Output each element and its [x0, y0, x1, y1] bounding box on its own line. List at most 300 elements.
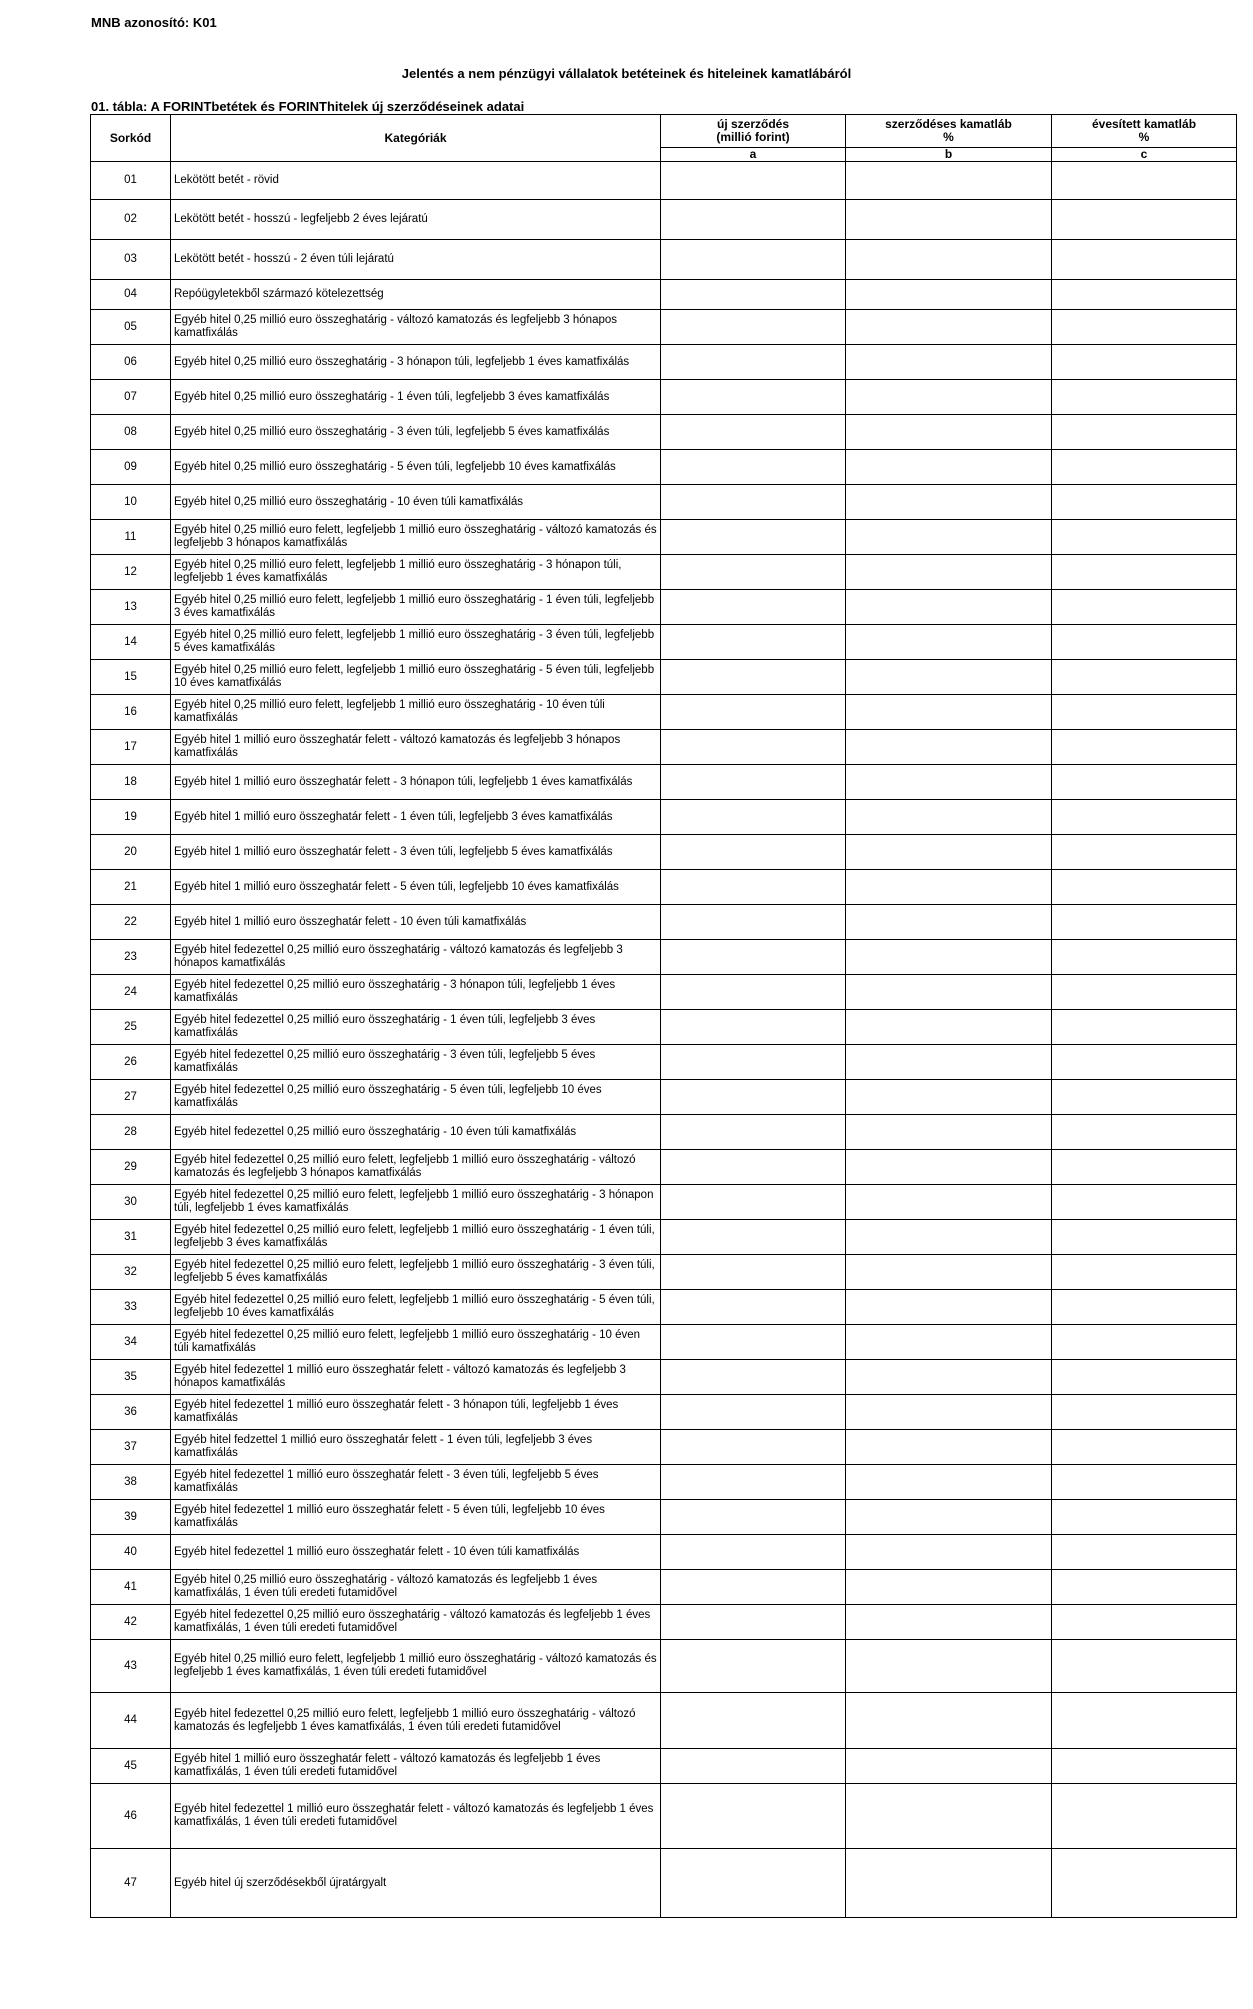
header-col-b-line2: %: [943, 130, 954, 144]
table-row: [91, 975, 1237, 1010]
value-cell-c[interactable]: [1052, 590, 1237, 625]
letter-a: a: [661, 148, 846, 162]
value-cell-b[interactable]: [846, 1185, 1052, 1220]
row-code: 16: [91, 695, 171, 730]
table-row: [91, 450, 1237, 485]
row-code: 29: [91, 1150, 171, 1185]
table-row: [91, 310, 1237, 345]
value-cell-a[interactable]: [661, 200, 846, 240]
value-cell-b[interactable]: [846, 1535, 1052, 1570]
value-cell-b[interactable]: [846, 1115, 1052, 1150]
row-code: 41: [91, 1570, 171, 1605]
value-cell-b[interactable]: [846, 520, 1052, 555]
row-code: 04: [91, 280, 171, 310]
value-cell-a[interactable]: [661, 1640, 846, 1693]
row-category: Egyéb hitel 1 millió euro összeghatár felett - 10 éven túli kamatfixálás: [171, 905, 661, 940]
table-row: [91, 1360, 1237, 1395]
table-row: [91, 870, 1237, 905]
value-cell-b[interactable]: [846, 1605, 1052, 1640]
value-cell-a[interactable]: [661, 485, 846, 520]
header-col-a: [661, 115, 846, 148]
row-code: 01: [91, 162, 171, 200]
table-row: [91, 1010, 1237, 1045]
header-col-b-line1: szerződéses kamatláb: [885, 117, 1012, 131]
value-cell-c[interactable]: [1052, 1255, 1237, 1290]
row-code: 12: [91, 555, 171, 590]
value-cell-a[interactable]: [661, 280, 846, 310]
value-cell-c[interactable]: [1052, 162, 1237, 200]
row-category: Egyéb hitel 0,25 millió euro felett, legfeljebb 1 millió euro összeghatárig - 10 éven túli kamatfixálás: [171, 695, 661, 730]
value-cell-a[interactable]: [661, 1080, 846, 1115]
value-cell-a[interactable]: [661, 1749, 846, 1784]
value-cell-c[interactable]: [1052, 1080, 1237, 1115]
row-category: Egyéb hitel 0,25 millió euro összeghatárig - 10 éven túli kamatfixálás: [171, 485, 661, 520]
value-cell-a[interactable]: [661, 1535, 846, 1570]
value-cell-b[interactable]: [846, 1255, 1052, 1290]
value-cell-b[interactable]: [846, 450, 1052, 485]
row-code: 18: [91, 765, 171, 800]
value-cell-c[interactable]: [1052, 1465, 1237, 1500]
value-cell-c[interactable]: [1052, 555, 1237, 590]
value-cell-b[interactable]: [846, 1749, 1052, 1784]
table-row: [91, 1045, 1237, 1080]
row-category: Egyéb hitel 0,25 millió euro felett, legfeljebb 1 millió euro összeghatárig - 3 éven túli, legfeljebb 5 éves kamatfixálás: [171, 625, 661, 660]
row-category: Egyéb hitel 1 millió euro összeghatár felett - 3 éven túli, legfeljebb 5 éves kamatfixálás: [171, 835, 661, 870]
value-cell-c[interactable]: [1052, 660, 1237, 695]
row-category: Egyéb hitel fedezettel 0,25 millió euro felett, legfeljebb 1 millió euro összeghatárig - változó kamatozás és legfeljebb 1 éves kamatfixálás, 1 éven túli eredeti futamidővel: [171, 1693, 661, 1749]
row-category: Egyéb hitel 0,25 millió euro felett, legfeljebb 1 millió euro összeghatárig - 1 éven túli, legfeljebb 3 éves kamatfixálás: [171, 590, 661, 625]
value-cell-c[interactable]: [1052, 1395, 1237, 1430]
row-category: Egyéb hitel 0,25 millió euro összeghatárig - 3 éven túli, legfeljebb 5 éves kamatfixálás: [171, 415, 661, 450]
row-code: 06: [91, 345, 171, 380]
row-category: Egyéb hitel fedezettel 0,25 millió euro összeghatárig - változó kamatozás és legfeljebb 3 hónapos kamatfixálás: [171, 940, 661, 975]
table-row: [91, 415, 1237, 450]
row-category: Egyéb hitel fedezettel 0,25 millió euro felett, legfeljebb 1 millió euro összeghatárig - változó kamatozás és legfeljebb 3 hónapos kamatfixálás: [171, 1150, 661, 1185]
value-cell-a[interactable]: [661, 1325, 846, 1360]
value-cell-a[interactable]: [661, 695, 846, 730]
value-cell-c[interactable]: [1052, 940, 1237, 975]
value-cell-a[interactable]: [661, 380, 846, 415]
value-cell-c[interactable]: [1052, 1749, 1237, 1784]
value-cell-b[interactable]: [846, 1570, 1052, 1605]
table-row: [91, 1185, 1237, 1220]
table-row: [91, 835, 1237, 870]
value-cell-c[interactable]: [1052, 1693, 1237, 1749]
row-category: Egyéb hitel 0,25 millió euro felett, legfeljebb 1 millió euro összeghatárig - 5 éven túli, legfeljebb 10 éves kamatfixálás: [171, 660, 661, 695]
value-cell-b[interactable]: [846, 1010, 1052, 1045]
table-row: [91, 1465, 1237, 1500]
row-category: Egyéb hitel fedezettel 0,25 millió euro felett, legfeljebb 1 millió euro összeghatárig - 3 éven túli, legfeljebb 5 éves kamatfixálás: [171, 1255, 661, 1290]
value-cell-a[interactable]: [661, 1500, 846, 1535]
value-cell-b[interactable]: [846, 162, 1052, 200]
value-cell-b[interactable]: [846, 975, 1052, 1010]
row-category: Egyéb hitel fedezettel 0,25 millió euro felett, legfeljebb 1 millió euro összeghatárig - 10 éven túli kamatfixálás: [171, 1325, 661, 1360]
value-cell-b[interactable]: [846, 1290, 1052, 1325]
data-table: [90, 114, 1237, 1918]
row-code: 02: [91, 200, 171, 240]
row-code: 23: [91, 940, 171, 975]
value-cell-b[interactable]: [846, 1325, 1052, 1360]
table-row: [91, 1255, 1237, 1290]
value-cell-c[interactable]: [1052, 310, 1237, 345]
row-category: Egyéb hitel fedezettel 1 millió euro összeghatár felett - 10 éven túli kamatfixálás: [171, 1535, 661, 1570]
table-caption: 01. tábla: A FORINTbetétek és FORINThitelek új szerződéseinek adatai: [91, 99, 525, 114]
value-cell-c[interactable]: [1052, 1849, 1237, 1918]
value-cell-c[interactable]: [1052, 695, 1237, 730]
value-cell-c[interactable]: [1052, 415, 1237, 450]
value-cell-a[interactable]: [661, 310, 846, 345]
table-row: [91, 765, 1237, 800]
table-row: [91, 695, 1237, 730]
row-code: 17: [91, 730, 171, 765]
row-code: 07: [91, 380, 171, 415]
row-code: 22: [91, 905, 171, 940]
row-category: Egyéb hitel fedezettel 0,25 millió euro felett, legfeljebb 1 millió euro összeghatárig - 1 éven túli, legfeljebb 3 éves kamatfixálás: [171, 1220, 661, 1255]
row-category: Repóügyletekből származó kötelezettség: [171, 280, 661, 310]
value-cell-b[interactable]: [846, 485, 1052, 520]
row-code: 32: [91, 1255, 171, 1290]
table-row: [91, 380, 1237, 415]
table-row: [91, 1220, 1237, 1255]
table-row: [91, 1080, 1237, 1115]
row-category: Egyéb hitel fedezettel 0,25 millió euro összeghatárig - 3 éven túli, legfeljebb 5 éves kamatfixálás: [171, 1045, 661, 1080]
value-cell-c[interactable]: [1052, 765, 1237, 800]
value-cell-b[interactable]: [846, 695, 1052, 730]
table-row: [91, 730, 1237, 765]
value-cell-b[interactable]: [846, 1500, 1052, 1535]
row-category: Egyéb hitel 0,25 millió euro összeghatárig - változó kamatozás és legfeljebb 1 éves kamatfixálás, 1 éven túli eredeti futamidővel: [171, 1570, 661, 1605]
value-cell-b[interactable]: [846, 1693, 1052, 1749]
row-code: 33: [91, 1290, 171, 1325]
value-cell-c[interactable]: [1052, 730, 1237, 765]
value-cell-a[interactable]: [661, 1220, 846, 1255]
table-row: [91, 520, 1237, 555]
row-category: Egyéb hitel 0,25 millió euro felett, legfeljebb 1 millió euro összeghatárig - változó kamatozás és legfeljebb 3 hónapos kamatfixálás: [171, 520, 661, 555]
table-row: [91, 1693, 1237, 1749]
row-code: 30: [91, 1185, 171, 1220]
row-category: Egyéb hitel fedezettel 1 millió euro összeghatár felett - 3 hónapon túli, legfeljebb 1 éves kamatfixálás: [171, 1395, 661, 1430]
row-code: 28: [91, 1115, 171, 1150]
value-cell-c[interactable]: [1052, 1010, 1237, 1045]
value-cell-c[interactable]: [1052, 1360, 1237, 1395]
row-code: 37: [91, 1430, 171, 1465]
value-cell-c[interactable]: [1052, 800, 1237, 835]
value-cell-a[interactable]: [661, 765, 846, 800]
table-row: [91, 1849, 1237, 1918]
row-category: Egyéb hitel 1 millió euro összeghatár felett - 5 éven túli, legfeljebb 10 éves kamatfixálás: [171, 870, 661, 905]
letter-c: c: [1052, 148, 1237, 162]
table-row: [91, 555, 1237, 590]
row-code: 10: [91, 485, 171, 520]
value-cell-a[interactable]: [661, 870, 846, 905]
value-cell-a[interactable]: [661, 800, 846, 835]
value-cell-a[interactable]: [661, 1010, 846, 1045]
value-cell-c[interactable]: [1052, 625, 1237, 660]
value-cell-a[interactable]: [661, 835, 846, 870]
table-row: [91, 162, 1237, 200]
value-cell-b[interactable]: [846, 415, 1052, 450]
row-code: 20: [91, 835, 171, 870]
value-cell-a[interactable]: [661, 1465, 846, 1500]
row-category: Egyéb hitel fedezettel 1 millió euro összeghatár felett - 5 éven túli, legfeljebb 10 éves kamatfixálás: [171, 1500, 661, 1535]
value-cell-b[interactable]: [846, 1784, 1052, 1849]
row-category: Egyéb hitel 1 millió euro összeghatár felett - 1 éven túli, legfeljebb 3 éves kamatfixálás: [171, 800, 661, 835]
table-row: [91, 905, 1237, 940]
row-code: 38: [91, 1465, 171, 1500]
value-cell-a[interactable]: [661, 1045, 846, 1080]
value-cell-a[interactable]: [661, 1255, 846, 1290]
row-category: Egyéb hitel fedezettel 0,25 millió euro felett, legfeljebb 1 millió euro összeghatárig - 3 hónapon túli, legfeljebb 1 éves kamatfixálás: [171, 1185, 661, 1220]
table-row: [91, 625, 1237, 660]
table-row: [91, 1500, 1237, 1535]
value-cell-a[interactable]: [661, 345, 846, 380]
value-cell-a[interactable]: [661, 520, 846, 555]
value-cell-c[interactable]: [1052, 905, 1237, 940]
value-cell-a[interactable]: [661, 1430, 846, 1465]
table-row: [91, 800, 1237, 835]
table-row: [91, 345, 1237, 380]
row-category: Egyéb hitel fedezettel 1 millió euro összeghatár felett - változó kamatozás és legfeljebb 1 éves kamatfixálás, 1 éven túli eredeti futamidővel: [171, 1784, 661, 1849]
row-category: Egyéb hitel 0,25 millió euro összeghatárig - 5 éven túli, legfeljebb 10 éves kamatfixálás: [171, 450, 661, 485]
row-category: Lekötött betét - hosszú - 2 éven túli lejáratú: [171, 240, 661, 280]
row-category: Egyéb hitel 0,25 millió euro összeghatárig - változó kamatozás és legfeljebb 3 hónapos kamatfixálás: [171, 310, 661, 345]
value-cell-c[interactable]: [1052, 1535, 1237, 1570]
row-code: 40: [91, 1535, 171, 1570]
header-col-c-line2: %: [1138, 130, 1150, 144]
row-code: 03: [91, 240, 171, 280]
value-cell-a[interactable]: [661, 1115, 846, 1150]
value-cell-c[interactable]: [1052, 1430, 1237, 1465]
value-cell-b[interactable]: [846, 345, 1052, 380]
value-cell-a[interactable]: [661, 1360, 846, 1395]
value-cell-a[interactable]: [661, 1605, 846, 1640]
row-code: 21: [91, 870, 171, 905]
row-code: 25: [91, 1010, 171, 1045]
value-cell-b[interactable]: [846, 1080, 1052, 1115]
value-cell-c[interactable]: [1052, 1500, 1237, 1535]
row-code: 35: [91, 1360, 171, 1395]
value-cell-a[interactable]: [661, 625, 846, 660]
table-row: [91, 1605, 1237, 1640]
value-cell-a[interactable]: [661, 240, 846, 280]
row-category: Egyéb hitel 1 millió euro összeghatár felett - változó kamatozás és legfeljebb 3 hónapos kamatfixálás: [171, 730, 661, 765]
value-cell-b[interactable]: [846, 1150, 1052, 1185]
row-category: Egyéb hitel fedzettel 1 millió euro összeghatár felett - 1 éven túli, legfeljebb 3 éves kamatfixálás: [171, 1430, 661, 1465]
table-row: [91, 940, 1237, 975]
value-cell-b[interactable]: [846, 200, 1052, 240]
row-code: 11: [91, 520, 171, 555]
table-row: [91, 590, 1237, 625]
header-code: Sorkód: [91, 115, 171, 162]
row-code: 15: [91, 660, 171, 695]
value-cell-c[interactable]: [1052, 240, 1237, 280]
value-cell-a[interactable]: [661, 1570, 846, 1605]
value-cell-c[interactable]: [1052, 1045, 1237, 1080]
value-cell-c[interactable]: [1052, 200, 1237, 240]
value-cell-b[interactable]: [846, 1395, 1052, 1430]
value-cell-b[interactable]: [846, 555, 1052, 590]
value-cell-a[interactable]: [661, 555, 846, 590]
value-cell-b[interactable]: [846, 590, 1052, 625]
value-cell-b[interactable]: [846, 800, 1052, 835]
value-cell-c[interactable]: [1052, 1570, 1237, 1605]
value-cell-b[interactable]: [846, 1430, 1052, 1465]
row-code: 09: [91, 450, 171, 485]
value-cell-b[interactable]: [846, 835, 1052, 870]
value-cell-a[interactable]: [661, 1693, 846, 1749]
row-category: Egyéb hitel új szerződésekből újratárgyalt: [171, 1849, 661, 1918]
value-cell-b[interactable]: [846, 310, 1052, 345]
row-category: Egyéb hitel 0,25 millió euro felett, legfeljebb 1 millió euro összeghatárig - 3 hónapon túli, legfeljebb 1 éves kamatfixálás: [171, 555, 661, 590]
row-code: 44: [91, 1693, 171, 1749]
row-code: 13: [91, 590, 171, 625]
value-cell-a[interactable]: [661, 162, 846, 200]
row-code: 08: [91, 415, 171, 450]
table-row: [91, 1325, 1237, 1360]
row-code: 24: [91, 975, 171, 1010]
value-cell-b[interactable]: [846, 1220, 1052, 1255]
value-cell-b[interactable]: [846, 905, 1052, 940]
table-row: [91, 1640, 1237, 1693]
row-code: 42: [91, 1605, 171, 1640]
table-body: [91, 162, 1237, 1918]
value-cell-c[interactable]: [1052, 1150, 1237, 1185]
row-code: 45: [91, 1749, 171, 1784]
value-cell-b[interactable]: [846, 730, 1052, 765]
value-cell-a[interactable]: [661, 975, 846, 1010]
row-category: Egyéb hitel 1 millió euro összeghatár felett - 3 hónapon túli, legfeljebb 1 éves kamatfixálás: [171, 765, 661, 800]
value-cell-c[interactable]: [1052, 1115, 1237, 1150]
row-code: 39: [91, 1500, 171, 1535]
header-col-b: [846, 115, 1052, 148]
value-cell-c[interactable]: [1052, 380, 1237, 415]
row-category: Egyéb hitel fedezettel 0,25 millió euro összeghatárig - 1 éven túli, legfeljebb 3 éves kamatfixálás: [171, 1010, 661, 1045]
mnb-id: MNB azonosító: K01: [91, 15, 217, 30]
value-cell-c[interactable]: [1052, 520, 1237, 555]
table-row: [91, 1430, 1237, 1465]
table-row: [91, 280, 1237, 310]
table-row: [91, 485, 1237, 520]
value-cell-a[interactable]: [661, 1290, 846, 1325]
row-category: Egyéb hitel 0,25 millió euro felett, legfeljebb 1 millió euro összeghatárig - változó kamatozás és legfeljebb 1 éves kamatfixálás, 1 éven túli eredeti futamidővel: [171, 1640, 661, 1693]
value-cell-b[interactable]: [846, 765, 1052, 800]
value-cell-b[interactable]: [846, 625, 1052, 660]
table-row: [91, 1570, 1237, 1605]
table-row: [91, 1749, 1237, 1784]
table-row: [91, 1150, 1237, 1185]
value-cell-a[interactable]: [661, 1395, 846, 1430]
value-cell-c[interactable]: [1052, 280, 1237, 310]
row-code: 31: [91, 1220, 171, 1255]
table-row: [91, 660, 1237, 695]
table-row: [91, 200, 1237, 240]
table-row: [91, 1395, 1237, 1430]
row-category: Lekötött betét - rövid: [171, 162, 661, 200]
table-row: [91, 1290, 1237, 1325]
value-cell-a[interactable]: [661, 415, 846, 450]
value-cell-b[interactable]: [846, 1360, 1052, 1395]
row-category: Egyéb hitel fedezettel 0,25 millió euro összeghatárig - 5 éven túli, legfeljebb 10 éves kamatfixálás: [171, 1080, 661, 1115]
value-cell-a[interactable]: [661, 450, 846, 485]
row-code: 46: [91, 1784, 171, 1849]
row-code: 27: [91, 1080, 171, 1115]
value-cell-c[interactable]: [1052, 1325, 1237, 1360]
value-cell-a[interactable]: [661, 660, 846, 695]
row-category: Egyéb hitel fedezettel 0,25 millió euro összeghatárig - 10 éven túli kamatfixálás: [171, 1115, 661, 1150]
row-code: 36: [91, 1395, 171, 1430]
value-cell-b[interactable]: [846, 660, 1052, 695]
value-cell-b[interactable]: [846, 280, 1052, 310]
row-code: 43: [91, 1640, 171, 1693]
value-cell-a[interactable]: [661, 590, 846, 625]
value-cell-b[interactable]: [846, 1045, 1052, 1080]
value-cell-b[interactable]: [846, 1640, 1052, 1693]
letter-b: b: [846, 148, 1052, 162]
value-cell-c[interactable]: [1052, 1290, 1237, 1325]
row-code: 19: [91, 800, 171, 835]
row-category: Egyéb hitel fedezettel 0,25 millió euro felett, legfeljebb 1 millió euro összeghatárig - 5 éven túli, legfeljebb 10 éves kamatfixálás: [171, 1290, 661, 1325]
table-row: [91, 1115, 1237, 1150]
value-cell-c[interactable]: [1052, 1605, 1237, 1640]
header-col-c: [1052, 115, 1237, 148]
row-category: Egyéb hitel 0,25 millió euro összeghatárig - 3 hónapon túli, legfeljebb 1 éves kamatfixálás: [171, 345, 661, 380]
table-row: [91, 240, 1237, 280]
value-cell-c[interactable]: [1052, 975, 1237, 1010]
row-category: Egyéb hitel fedezettel 0,25 millió euro összeghatárig - 3 hónapon túli, legfeljebb 1 éves kamatfixálás: [171, 975, 661, 1010]
value-cell-b[interactable]: [846, 870, 1052, 905]
row-category: Egyéb hitel fedezettel 0,25 millió euro összeghatárig - változó kamatozás és legfeljebb 1 éves kamatfixálás, 1 éven túli eredeti futamidővel: [171, 1605, 661, 1640]
row-code: 05: [91, 310, 171, 345]
row-category: Lekötött betét - hosszú - legfeljebb 2 éves lejáratú: [171, 200, 661, 240]
value-cell-b[interactable]: [846, 380, 1052, 415]
value-cell-a[interactable]: [661, 1784, 846, 1849]
row-category: Egyéb hitel fedezettel 1 millió euro összeghatár felett - változó kamatozás és legfeljebb 3 hónapos kamatfixálás: [171, 1360, 661, 1395]
value-cell-a[interactable]: [661, 940, 846, 975]
value-cell-a[interactable]: [661, 1185, 846, 1220]
row-code: 26: [91, 1045, 171, 1080]
row-category: Egyéb hitel 1 millió euro összeghatár felett - változó kamatozás és legfeljebb 1 éves kamatfixálás, 1 éven túli eredeti futamidővel: [171, 1749, 661, 1784]
value-cell-c[interactable]: [1052, 1784, 1237, 1849]
value-cell-a[interactable]: [661, 730, 846, 765]
table-row: [91, 1535, 1237, 1570]
value-cell-c[interactable]: [1052, 1220, 1237, 1255]
value-cell-b[interactable]: [846, 1465, 1052, 1500]
header-col-a-line1: új szerződés: [716, 117, 790, 131]
value-cell-c[interactable]: [1052, 345, 1237, 380]
row-code: 14: [91, 625, 171, 660]
value-cell-a[interactable]: [661, 1849, 846, 1918]
header-col-a-line2: (millió forint): [716, 130, 790, 144]
value-cell-a[interactable]: [661, 905, 846, 940]
value-cell-a[interactable]: [661, 1150, 846, 1185]
value-cell-c[interactable]: [1052, 1640, 1237, 1693]
row-category: Egyéb hitel 0,25 millió euro összeghatárig - 1 éven túli, legfeljebb 3 éves kamatfixálás: [171, 380, 661, 415]
report-title: Jelentés a nem pénzügyi vállalatok betéteinek és hiteleinek kamatlábáról: [401, 66, 852, 81]
row-category: Egyéb hitel fedezettel 1 millió euro összeghatár felett - 3 éven túli, legfeljebb 5 éves kamatfixálás: [171, 1465, 661, 1500]
header-category: Kategóriák: [171, 115, 661, 162]
row-code: 34: [91, 1325, 171, 1360]
value-cell-b[interactable]: [846, 1849, 1052, 1918]
header-col-c-line1: évesített kamatláb: [1091, 117, 1197, 131]
value-cell-c[interactable]: [1052, 870, 1237, 905]
value-cell-c[interactable]: [1052, 1185, 1237, 1220]
value-cell-c[interactable]: [1052, 450, 1237, 485]
value-cell-c[interactable]: [1052, 485, 1237, 520]
value-cell-b[interactable]: [846, 940, 1052, 975]
value-cell-b[interactable]: [846, 240, 1052, 280]
value-cell-c[interactable]: [1052, 835, 1237, 870]
row-code: 47: [91, 1849, 171, 1918]
